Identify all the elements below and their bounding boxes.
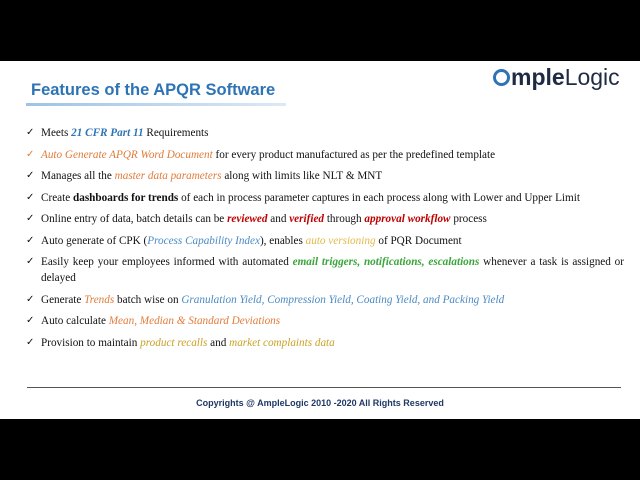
feature-item-recalls: ✓ Provision to maintain product recalls and market complaints data [26,336,335,349]
feature-item-trends: ✓ Generate Trends batch wise on Granulation Yield, Compression Yield, Coating Yield, and Packing Yield [26,293,505,306]
feature-item-auto-generate: ✓ Auto Generate APQR Word Document for every product manufactured as per the predefined template [26,148,496,161]
logo-ample-text: mple [511,64,565,90]
feature-item-auto-calculate: ✓ Auto calculate Mean, Median & Standard Deviations [26,315,281,327]
logo-a-icon [493,69,510,86]
highlight: approval workflow [364,213,451,225]
check-icon: ✓ [26,170,35,181]
check-icon: ✓ [26,256,35,267]
highlight: market complaints data [229,336,335,349]
highlight: Trends [84,293,115,306]
highlight: master data parameters [114,170,222,182]
highlight: 21 CFR Part 11 [71,127,144,139]
feature-item-cpk: ✓ Auto generate of CPK (Process Capability Index), enables auto versioning of PQR Document [26,234,462,247]
highlight: Mean, Median & Standard Deviations [108,315,281,327]
footer-divider [27,387,621,388]
features-list [26,125,624,356]
title-underline [26,103,286,106]
slide [0,61,640,419]
highlight: Process Capability Index [147,234,260,247]
highlight: Auto Generate APQR Word Document [41,148,213,161]
highlight: auto versioning [305,234,376,247]
check-icon: ✓ [26,127,35,138]
highlight: Granulation Yield, Compression Yield, Coating Yield, and Packing Yield [181,293,505,306]
highlight: product recalls [140,336,208,349]
check-icon: ✓ [26,293,35,305]
slide-title: Features of the APQR Software [31,81,276,99]
feature-item-dashboards: ✓ Create dashboards for trends of each in process parameter captures in each process along with Lower and Upper Limit [26,191,580,204]
highlight: email triggers, notifications, escalations [292,256,480,268]
check-icon: ✓ [26,336,35,348]
check-icon: ✓ [26,213,35,224]
feature-item-online-entry: ✓ Online entry of data, batch details can be reviewed and verified through approval workflow process [26,213,487,225]
check-icon: ✓ [26,234,35,246]
check-icon: ✓ [26,315,35,326]
copyright-footer: Copyrights @ AmpleLogic 2010 -2020 All Rights Reserved [196,398,444,408]
feature-item-master-data: ✓ Manages all the master data parameters along with limits like NLT & MNT [26,170,383,182]
highlight: dashboards for trends [73,191,179,204]
feature-item-notifications: ✓ Easily keep your employees informed with automated email triggers, notifications, escalations whenever a task is assigned or delayed [26,256,624,284]
check-icon: ✓ [26,148,35,160]
amplelogic-logo [493,63,620,91]
logo-logic-text: Logic [564,64,620,90]
feature-item-cfr: ✓ Meets 21 CFR Part 11 Requirements [26,127,209,139]
highlight: reviewed [227,213,268,225]
check-icon: ✓ [26,191,35,203]
highlight: verified [289,213,325,225]
